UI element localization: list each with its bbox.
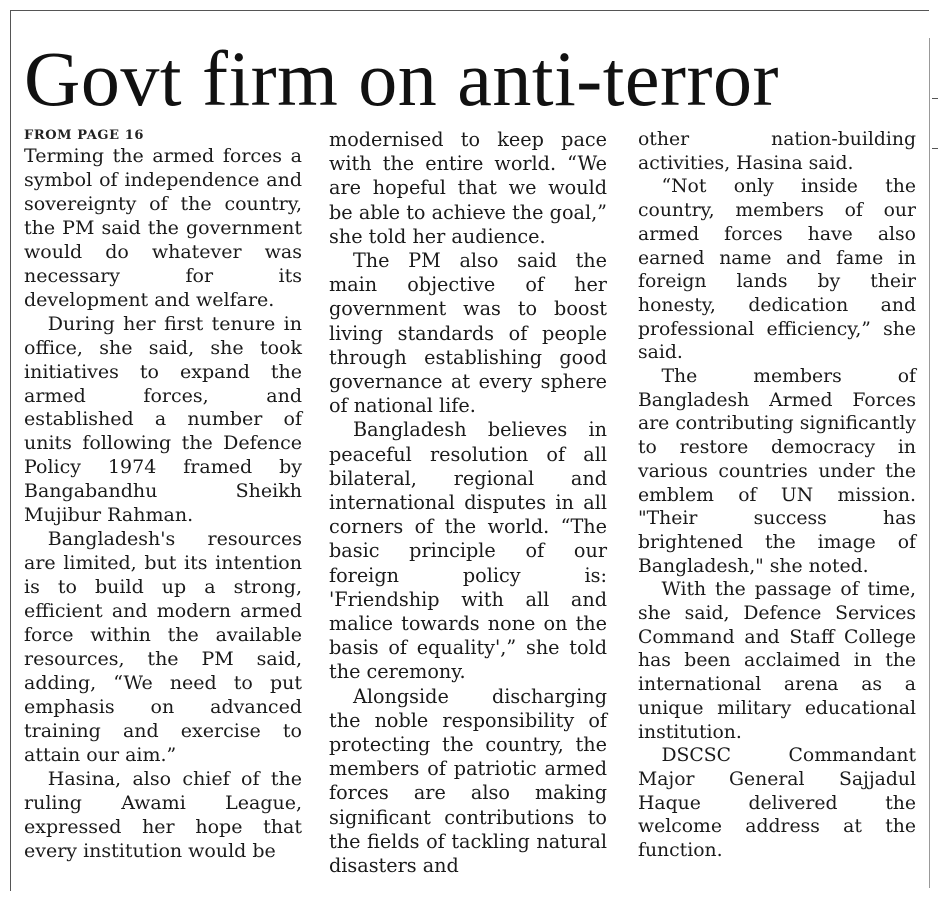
paragraph: other nation-building activities, Hasina said. — [638, 129, 916, 174]
column-rule — [929, 38, 930, 888]
paragraph: Terming the armed forces a symbol of independence and sovereignty of the country, the PM said the government would do whatever was necessary for its development and welfare. — [24, 145, 302, 311]
article-column-1 — [24, 128, 302, 864]
article-column-2 — [329, 128, 607, 878]
paragraph: With the passage of time, she said, Defence Services Command and Staff College has been acclaimed in the international arena as a unique military educational institution. — [638, 579, 916, 743]
kicker: FROM PAGE 16 — [24, 128, 145, 143]
paragraph: Alongside discharging the noble responsibility of protecting the country, the members of patriotic armed forces are also making significant contributions to the fields of tackling natural disasters and — [329, 684, 607, 878]
paragraph: The PM also said the main objective of her government was to boost living standards of people through establishing good governance at every sphere of national life. — [329, 249, 607, 418]
margin-tick — [932, 98, 938, 99]
paragraph: Bangladesh's resources are limited, but its intention is to build up a strong, efficient and modern armed force within the available resources, the PM said, adding, “We need to put emphasis on advanced training and exercise to attain our aim.” — [24, 528, 302, 766]
paragraph: modernised to keep pace with the entire world. “We are hopeful that we would be able to achieve the goal,” she told her audience. — [329, 128, 607, 248]
paragraph: “Not only inside the country, members of our armed forces have also earned name and fame in foreign lands by their honesty, dedication and professional efficiency,” she said. — [638, 176, 916, 364]
paragraph: The members of Bangladesh Armed Forces are contributing significantly to restore democracy in various countries under the emblem of UN mission. "Their success has brightened the image of Bangladesh," she noted. — [638, 366, 916, 577]
margin-tick — [932, 148, 938, 149]
article-column-3 — [638, 128, 916, 863]
paragraph: DSCSC Commandant Major General Sajjadul Haque delivered the welcome address at the function. — [638, 745, 916, 862]
paragraph: During her first tenure in office, she said, she took initiatives to expand the armed forces, and established a number of units following the Defence Policy 1974 framed by Bangabandhu Sheikh Mujibur Rahman. — [24, 312, 302, 527]
headline: Govt firm on anti-terror — [24, 35, 779, 122]
paragraph: Bangladesh believes in peaceful resolution of all bilateral, regional and international disputes in all corners of the world. “The basic principle of our foreign policy is: 'Friendship with all and malice towards none on the basis of equality',” she told the ceremony. — [329, 418, 607, 684]
paragraph: Hasina, also chief of the ruling Awami League, expressed her hope that every institution would be — [24, 767, 302, 862]
